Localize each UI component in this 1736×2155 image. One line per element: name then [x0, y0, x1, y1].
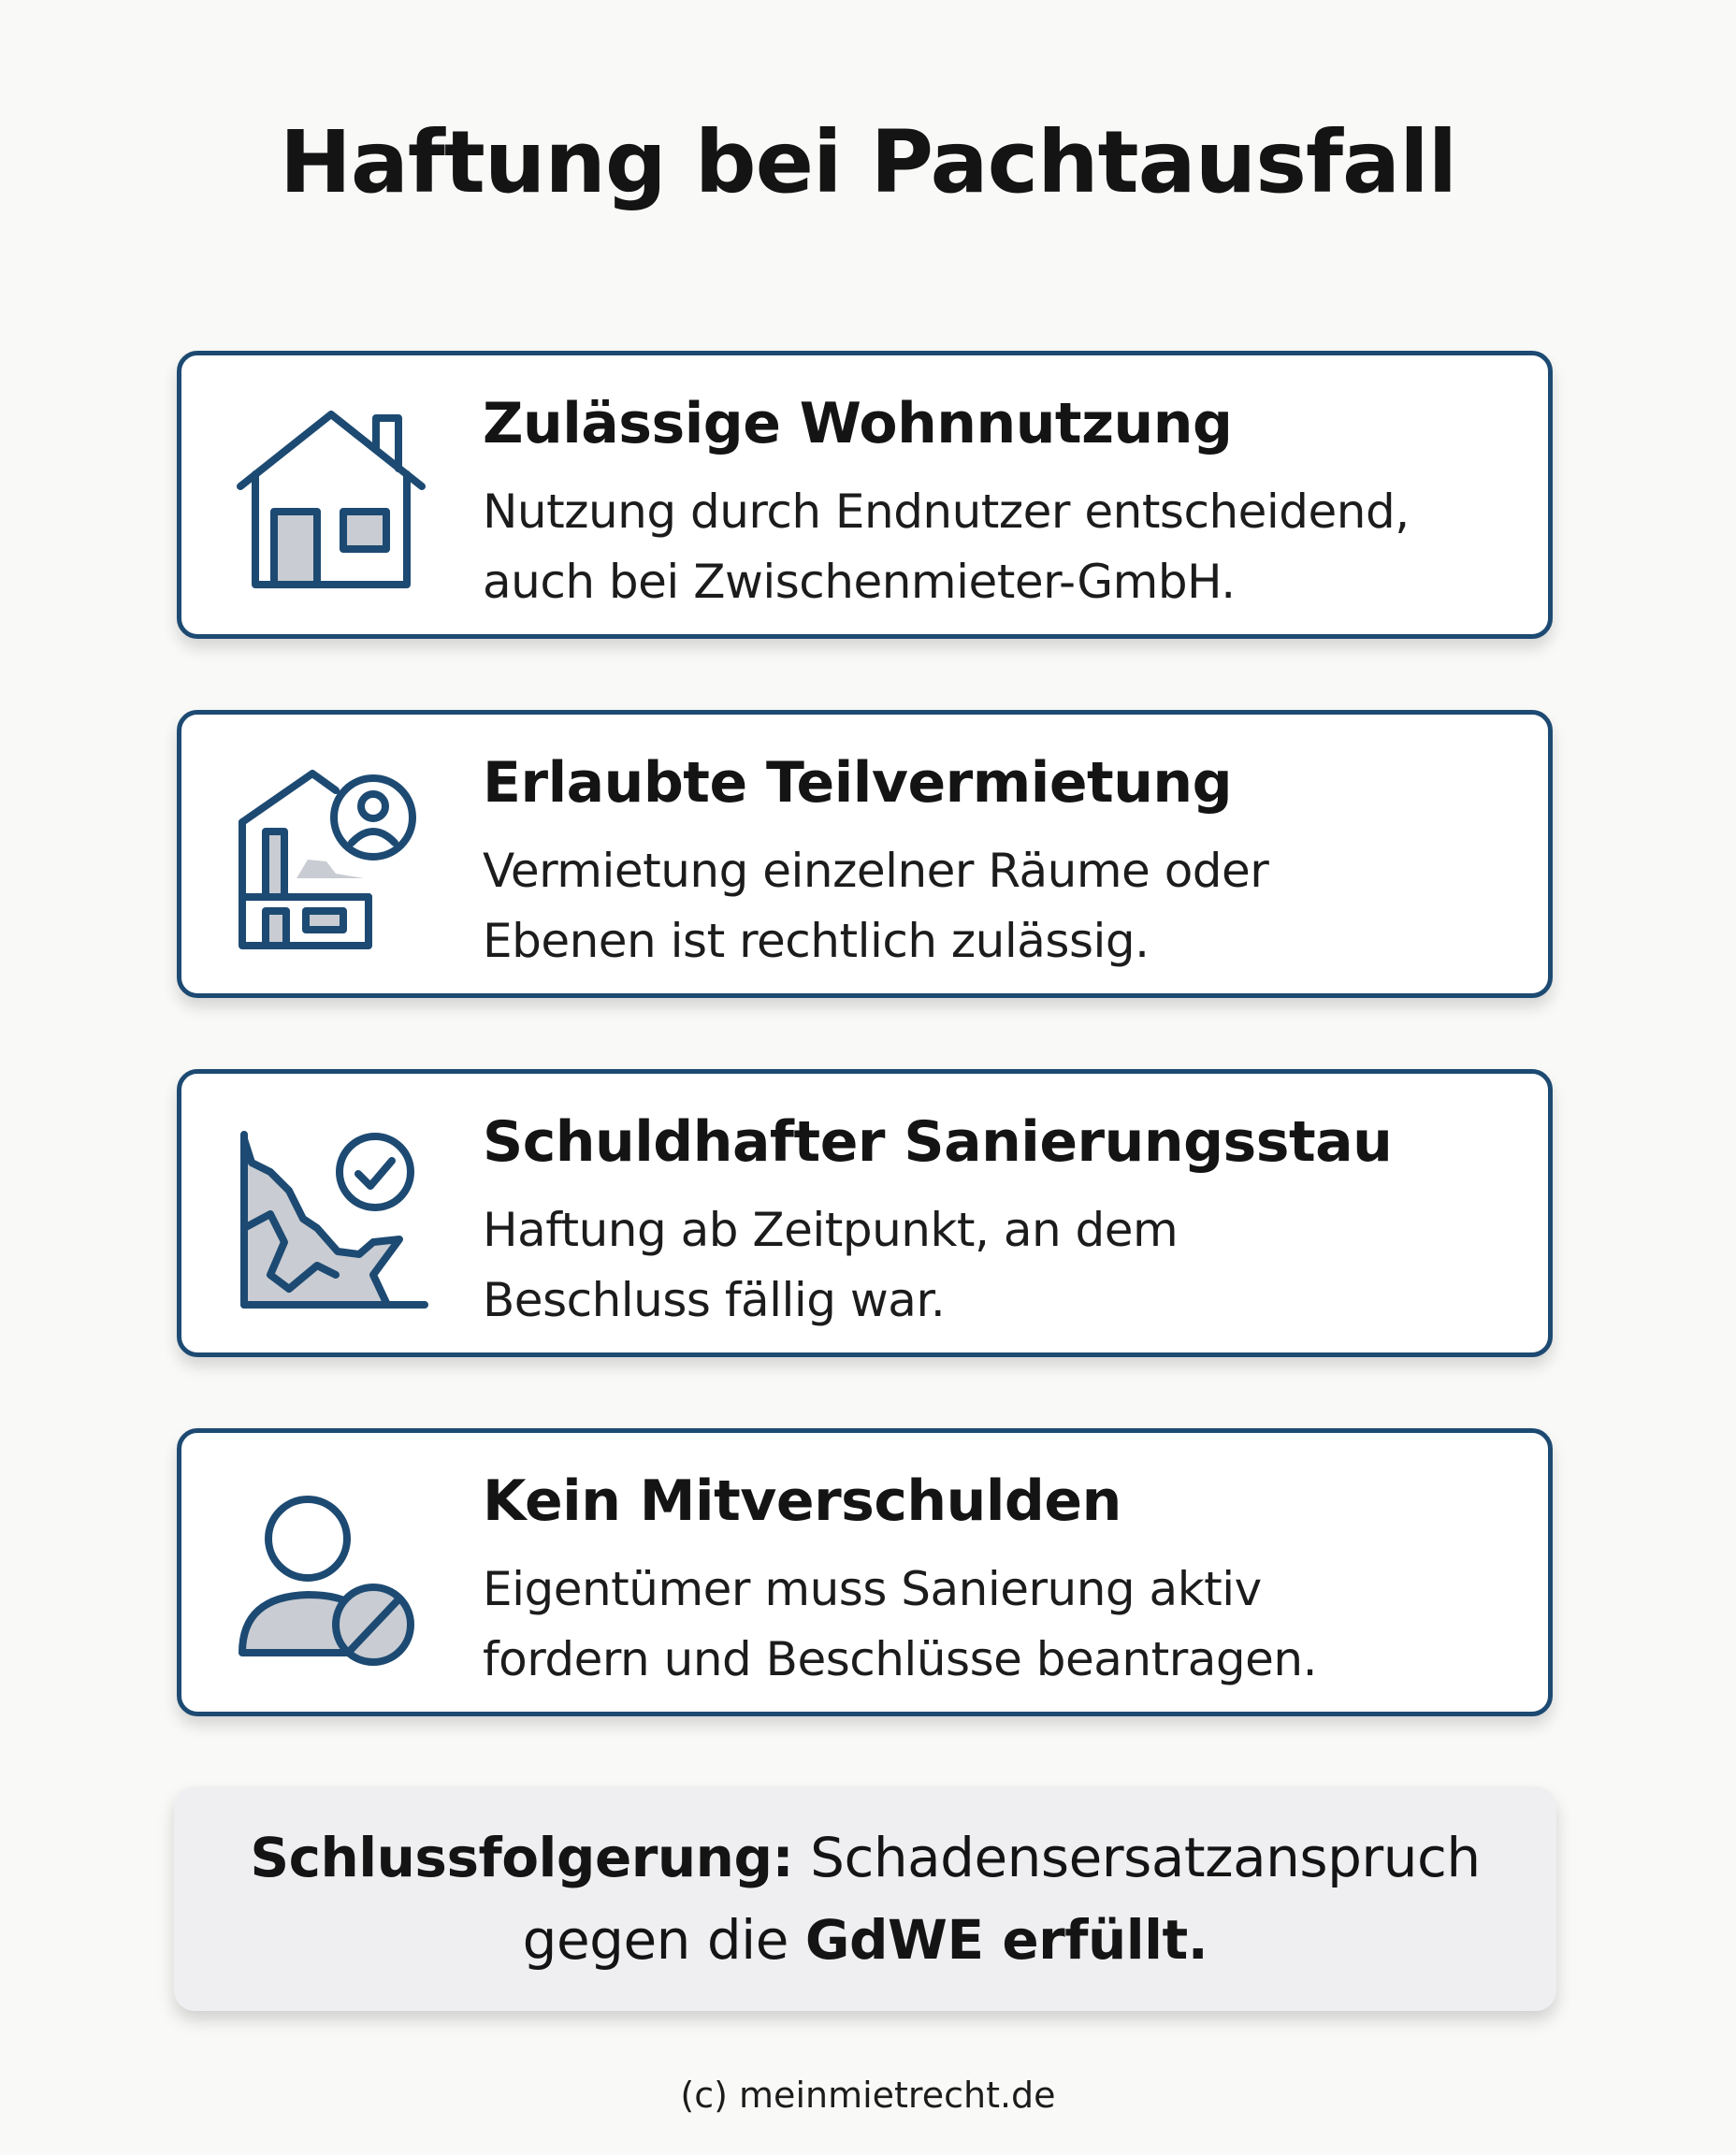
house-person-icon [233, 766, 429, 953]
conclusion-text [250, 1816, 1480, 1981]
conclusion-box [174, 1786, 1556, 2011]
conclusion-emphasis: GdWE erfüllt. [804, 1908, 1208, 1972]
card-description: Eigentümer muss Sanierung aktiv fordern und Beschlüsse beantragen. [483, 1562, 1317, 1686]
card-heading: Kein Mitverschulden [483, 1468, 1121, 1534]
card-heading: Schuldhafter Sanierungsstau [483, 1109, 1393, 1175]
card-description: Nutzung durch Endnutzer entscheidend, auch bei Zwischenmieter-GmbH. [483, 485, 1410, 609]
card-description: Vermietung einzelner Räume oder Ebenen ist rechtlich zulässig. [483, 844, 1269, 968]
conclusion-text-1: Schadensersatzanspruch [810, 1826, 1481, 1889]
card-description: Haftung ab Zeitpunkt, an dem Beschluss fällig war. [483, 1203, 1179, 1327]
damage-check-icon [233, 1125, 429, 1312]
card-heading: Zulässige Wohnnutzung [483, 391, 1233, 456]
person-no-icon [233, 1484, 429, 1671]
page-title: Haftung bei Pachtausfall [279, 112, 1457, 212]
card-mitverschulden [177, 1428, 1553, 1716]
card-sanierungsstau [177, 1069, 1553, 1357]
card-teilvermietung [177, 710, 1553, 998]
copyright-footer: (c) meinmietrecht.de [680, 2075, 1056, 2116]
house-icon [233, 407, 429, 594]
conclusion-label: Schlussfolgerung: [250, 1826, 794, 1889]
card-wohnnutzung [177, 351, 1553, 639]
card-heading: Erlaubte Teilvermietung [483, 750, 1233, 816]
conclusion-text-2: gegen die [522, 1908, 788, 1972]
